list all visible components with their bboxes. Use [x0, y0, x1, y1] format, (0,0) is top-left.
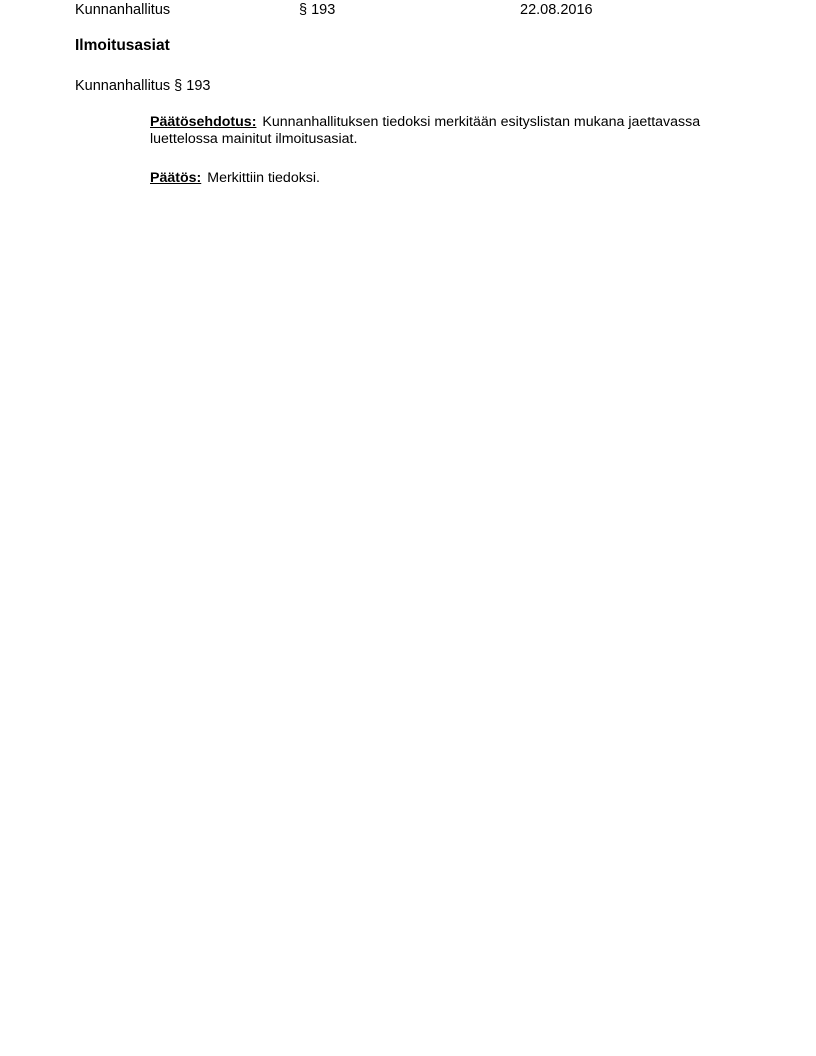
case-reference: Kunnanhallitus § 193	[75, 78, 211, 94]
decision-proposal-text: Kunnanhallituksen tiedoksi merkitään esityslistan mukana jaettavassa luettelossa mainitut ilmoitusasiat.	[150, 114, 701, 147]
page-title: Ilmoitusasiat	[75, 37, 170, 54]
decision-proposal-block	[150, 114, 710, 148]
decision-label: Päätös:	[150, 170, 202, 186]
header-section-number: § 193	[299, 2, 336, 18]
header-date: 22.08.2016	[520, 2, 593, 18]
decision-text: Merkittiin tiedoksi.	[207, 170, 320, 186]
decision-proposal-label: Päätösehdotus:	[150, 114, 257, 130]
decision-block	[150, 170, 710, 187]
page-header	[75, 0, 740, 22]
header-organ: Kunnanhallitus	[75, 2, 171, 18]
